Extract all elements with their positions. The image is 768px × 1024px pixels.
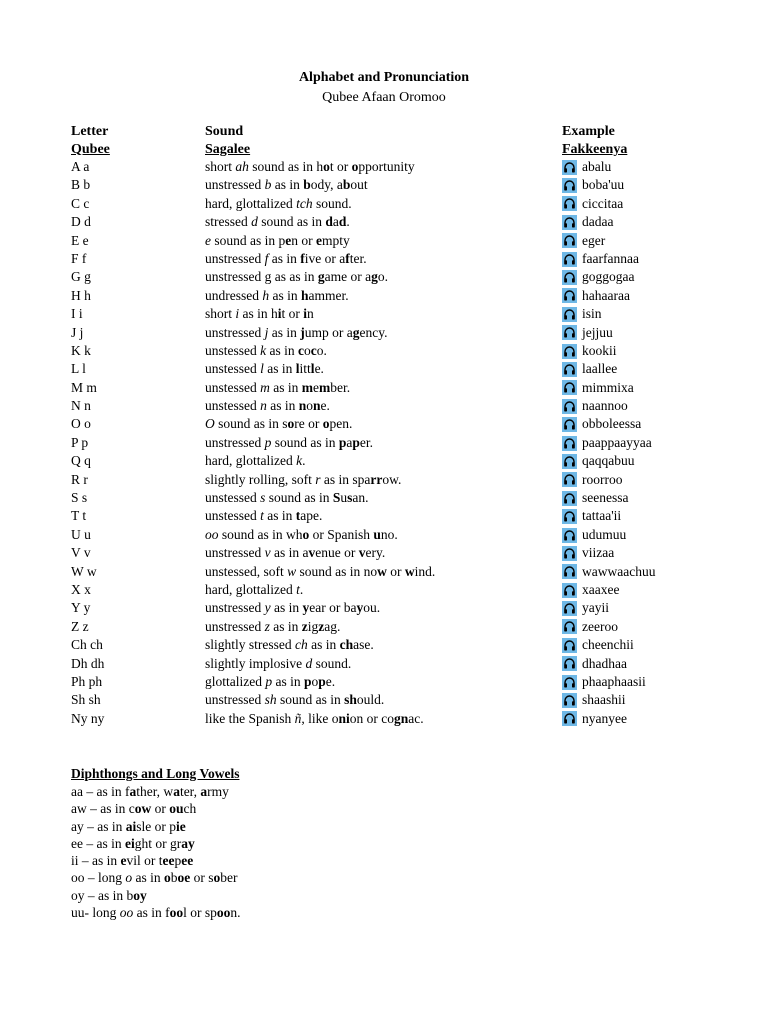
headphones-icon[interactable]	[562, 509, 577, 524]
header-qubee-label: Qubee	[71, 142, 110, 157]
example-cell	[562, 507, 621, 525]
headphones-icon[interactable]	[562, 417, 577, 432]
sound-cell: short ah sound as in hot or opportunity	[205, 159, 415, 174]
sound-cell: hard, glottalized k.	[205, 453, 306, 469]
sound-cell: unstressed y as in year or bayou.	[205, 600, 381, 616]
example-word: udumuu	[582, 526, 627, 542]
headphones-icon[interactable]	[562, 711, 577, 726]
headphones-icon[interactable]	[562, 583, 577, 598]
example-word: wawwaachuu	[582, 563, 656, 579]
diphthongs-heading: Diphthongs and Long Vowels	[71, 766, 240, 781]
sound-cell: unstressed v as in avenue or very.	[205, 545, 386, 561]
table-row	[0, 287, 768, 305]
letter-cell: H h	[71, 287, 91, 303]
table-row	[0, 434, 768, 452]
diphthongs-list	[71, 783, 241, 921]
letter-cell: Q q	[71, 453, 91, 469]
table-row	[0, 158, 768, 176]
header-example	[562, 123, 627, 159]
headphones-icon[interactable]	[562, 196, 577, 211]
example-word: qaqqabuu	[582, 453, 635, 469]
header-sound	[205, 123, 250, 159]
table-row	[0, 176, 768, 194]
letter-cell: Z z	[71, 618, 89, 634]
sound-cell: unstressed p sound as in paper.	[205, 434, 374, 450]
letter-cell: K k	[71, 342, 91, 358]
table-row	[0, 360, 768, 378]
headphones-icon[interactable]	[562, 436, 577, 451]
example-word: naannoo	[582, 398, 628, 414]
example-cell	[562, 324, 613, 342]
letter-cell: G g	[71, 269, 91, 285]
table-row	[0, 213, 768, 231]
sound-cell: unstessed t as in tape.	[205, 508, 323, 524]
example-cell	[562, 213, 613, 231]
example-word: tattaa'ii	[582, 508, 622, 524]
table-row	[0, 563, 768, 581]
header-sagalee-label: Sagalee	[205, 142, 251, 157]
letter-cell: S s	[71, 490, 88, 506]
table-row	[0, 489, 768, 507]
headphones-icon[interactable]	[562, 675, 577, 690]
sound-cell: short i as in hit or in	[205, 306, 314, 322]
sound-cell: O sound as in sore or open.	[205, 416, 353, 432]
letter-cell: Y y	[71, 600, 91, 616]
example-word: boba'uu	[582, 177, 625, 193]
table-row	[0, 195, 768, 213]
diphthongs-section	[71, 765, 241, 921]
headphones-icon[interactable]	[562, 380, 577, 395]
table-row	[0, 305, 768, 323]
example-word: seenessa	[582, 490, 629, 506]
letter-cell: L l	[71, 361, 86, 377]
example-word: yayii	[582, 600, 609, 616]
table-row	[0, 526, 768, 544]
headphones-icon[interactable]	[562, 454, 577, 469]
sound-cell: unstessed m as in member.	[205, 379, 351, 395]
alphabet-table	[0, 158, 768, 728]
sound-cell: stressed d sound as in dad.	[205, 214, 350, 230]
letter-cell: N n	[71, 398, 91, 414]
diphthong-line: ay – as in aisle or pie	[71, 818, 186, 834]
example-cell	[562, 526, 626, 544]
example-cell	[562, 415, 641, 433]
example-cell	[562, 581, 619, 599]
example-word: paappaayyaa	[582, 434, 652, 450]
diphthong-line: ii – as in evil or teepee	[71, 853, 194, 869]
example-word: xaaxee	[582, 581, 620, 597]
example-word: kookii	[582, 342, 617, 358]
table-row	[0, 268, 768, 286]
letter-cell: O o	[71, 416, 91, 432]
headphones-icon[interactable]	[562, 288, 577, 303]
headphones-icon[interactable]	[562, 656, 577, 671]
example-cell	[562, 691, 626, 709]
headphones-icon[interactable]	[562, 472, 577, 487]
example-word: roorroo	[582, 471, 623, 487]
table-row	[0, 636, 768, 654]
sound-cell: undressed h as in hammer.	[205, 287, 349, 303]
example-cell	[562, 544, 614, 562]
example-word: dhadhaa	[582, 655, 627, 671]
letter-cell: A a	[71, 159, 90, 174]
table-row	[0, 618, 768, 636]
table-row	[0, 452, 768, 470]
letter-cell: M m	[71, 379, 97, 395]
example-word: phaaphaasii	[582, 673, 646, 689]
sound-cell: slightly stressed ch as in chase.	[205, 637, 374, 653]
example-word: zeeroo	[582, 618, 618, 634]
headphones-icon[interactable]	[562, 252, 577, 267]
example-cell	[562, 710, 627, 728]
table-row	[0, 415, 768, 433]
sound-cell: unstressed b as in body, about	[205, 177, 368, 193]
headphones-icon[interactable]	[562, 270, 577, 285]
diphthong-line: aw – as in cow or ouch	[71, 801, 197, 817]
example-word: isin	[582, 306, 602, 322]
example-cell	[562, 158, 611, 176]
letter-cell: U u	[71, 526, 91, 542]
example-cell	[562, 655, 627, 673]
headphones-icon[interactable]	[562, 307, 577, 322]
header-sound-label: Sound	[205, 124, 244, 139]
headphones-icon[interactable]	[562, 491, 577, 506]
table-row	[0, 342, 768, 360]
letter-cell: P p	[71, 434, 89, 450]
example-word: dadaa	[582, 214, 614, 230]
sound-cell: unstressed f as in five or after.	[205, 250, 367, 266]
sound-cell: e sound as in pen or empty	[205, 232, 350, 248]
sound-cell: slightly implosive d sound.	[205, 655, 352, 671]
example-cell	[562, 195, 623, 213]
example-cell	[562, 636, 634, 654]
example-cell	[562, 360, 617, 378]
example-word: nyanyee	[582, 710, 627, 726]
example-cell	[562, 563, 655, 581]
example-cell	[562, 250, 639, 268]
table-row	[0, 471, 768, 489]
sound-cell: hard, glottalized t.	[205, 581, 304, 597]
page-title: Alphabet and Pronunciation	[298, 70, 470, 85]
table-row	[0, 232, 768, 250]
example-cell	[562, 452, 634, 470]
table-row	[0, 599, 768, 617]
table-row	[0, 324, 768, 342]
example-word: shaashii	[582, 692, 626, 708]
example-cell	[562, 489, 628, 507]
example-word: hahaaraa	[582, 287, 630, 303]
example-cell	[562, 305, 602, 323]
headphones-icon[interactable]	[562, 233, 577, 248]
example-word: viizaa	[582, 545, 615, 561]
headphones-icon[interactable]	[562, 362, 577, 377]
table-row	[0, 250, 768, 268]
example-word: cheenchii	[582, 637, 634, 653]
letter-cell: J j	[71, 324, 84, 340]
diphthong-line: oy – as in boy	[71, 887, 147, 903]
example-cell	[562, 471, 623, 489]
diphthong-line: uu- long oo as in fool or spoon.	[71, 905, 241, 921]
example-cell	[562, 232, 605, 250]
sound-cell: oo sound as in who or Spanish uno.	[205, 526, 398, 542]
letter-cell: F f	[71, 250, 87, 266]
example-cell	[562, 673, 646, 691]
letter-cell: I i	[71, 306, 83, 322]
example-word: eger	[582, 232, 606, 248]
example-cell	[562, 379, 634, 397]
letter-cell: E e	[71, 232, 89, 248]
sound-cell: unstressed j as in jump or agency.	[205, 324, 388, 340]
header-example-label: Example	[562, 124, 615, 139]
headphones-icon[interactable]	[562, 638, 577, 653]
sound-cell: unstressed sh sound as in should.	[205, 692, 385, 708]
letter-cell: R r	[71, 471, 88, 487]
sound-cell: unstessed l as in little.	[205, 361, 324, 377]
sound-cell: glottalized p as in pope.	[205, 673, 336, 689]
table-row	[0, 655, 768, 673]
table-row	[0, 710, 768, 728]
example-word: abalu	[582, 159, 612, 174]
diphthong-line: oo – long o as in oboe or sober	[71, 870, 238, 886]
table-row	[0, 691, 768, 709]
diphthong-line: ee – as in eight or gray	[71, 835, 195, 851]
letter-cell: D d	[71, 214, 91, 230]
letter-cell: W w	[71, 563, 97, 579]
table-row	[0, 581, 768, 599]
letter-cell: C c	[71, 195, 90, 211]
example-cell	[562, 599, 609, 617]
example-cell	[562, 342, 617, 360]
diphthong-line: aa – as in father, water, army	[71, 784, 229, 799]
letter-cell: Ny ny	[71, 710, 105, 726]
headphones-icon[interactable]	[562, 178, 577, 193]
letter-cell: Ch ch	[71, 637, 103, 653]
header-letter	[71, 123, 110, 159]
sound-cell: unstessed k as in coco.	[205, 342, 327, 358]
example-word: jejjuu	[582, 324, 613, 340]
example-cell	[562, 397, 628, 415]
example-word: goggogaa	[582, 269, 635, 285]
header-letter-label: Letter	[71, 124, 109, 139]
sound-cell: unstessed s sound as in Susan.	[205, 490, 369, 506]
sound-cell: unstessed, soft w sound as in now or wind.	[205, 563, 436, 579]
letter-cell: V v	[71, 545, 91, 561]
table-row	[0, 397, 768, 415]
headphones-icon[interactable]	[562, 215, 577, 230]
headphones-icon[interactable]	[562, 564, 577, 579]
headphones-icon[interactable]	[562, 160, 577, 175]
letter-cell: Sh sh	[71, 692, 101, 708]
letter-cell: Ph ph	[71, 673, 103, 689]
table-row	[0, 673, 768, 691]
example-word: faarfannaa	[582, 250, 639, 266]
table-row	[0, 507, 768, 525]
header-fakkeenya-label: Fakkeenya	[562, 142, 628, 157]
example-word: laallee	[582, 361, 618, 377]
headphones-icon[interactable]	[562, 528, 577, 543]
example-word: ciccitaa	[582, 195, 624, 211]
letter-cell: T t	[71, 508, 87, 524]
headphones-icon[interactable]	[562, 325, 577, 340]
sound-cell: hard, glottalized tch sound.	[205, 195, 352, 211]
headphones-icon[interactable]	[562, 693, 577, 708]
headphones-icon[interactable]	[562, 344, 577, 359]
example-cell	[562, 434, 652, 452]
letter-cell: B b	[71, 177, 91, 193]
page-subtitle: Qubee Afaan Oromoo	[322, 90, 446, 105]
example-cell	[562, 268, 634, 286]
letter-cell: X x	[71, 581, 91, 597]
headphones-icon[interactable]	[562, 546, 577, 561]
sound-cell: like the Spanish ñ, like onion or cognac.	[205, 710, 424, 726]
headphones-icon[interactable]	[562, 619, 577, 634]
sound-cell: unstressed z as in zigzag.	[205, 618, 341, 634]
letter-cell: Dh dh	[71, 655, 105, 671]
table-row	[0, 379, 768, 397]
example-word: obboleessa	[582, 416, 642, 432]
headphones-icon[interactable]	[562, 601, 577, 616]
sound-cell: unstessed n as in none.	[205, 398, 330, 414]
sound-cell: unstressed g as as in game or ago.	[205, 269, 388, 285]
table-row	[0, 544, 768, 562]
example-cell	[562, 618, 618, 636]
example-word: mimmixa	[582, 379, 634, 395]
headphones-icon[interactable]	[562, 399, 577, 414]
sound-cell: slightly rolling, soft r as in sparrow.	[205, 471, 402, 487]
example-cell	[562, 287, 630, 305]
example-cell	[562, 176, 624, 194]
